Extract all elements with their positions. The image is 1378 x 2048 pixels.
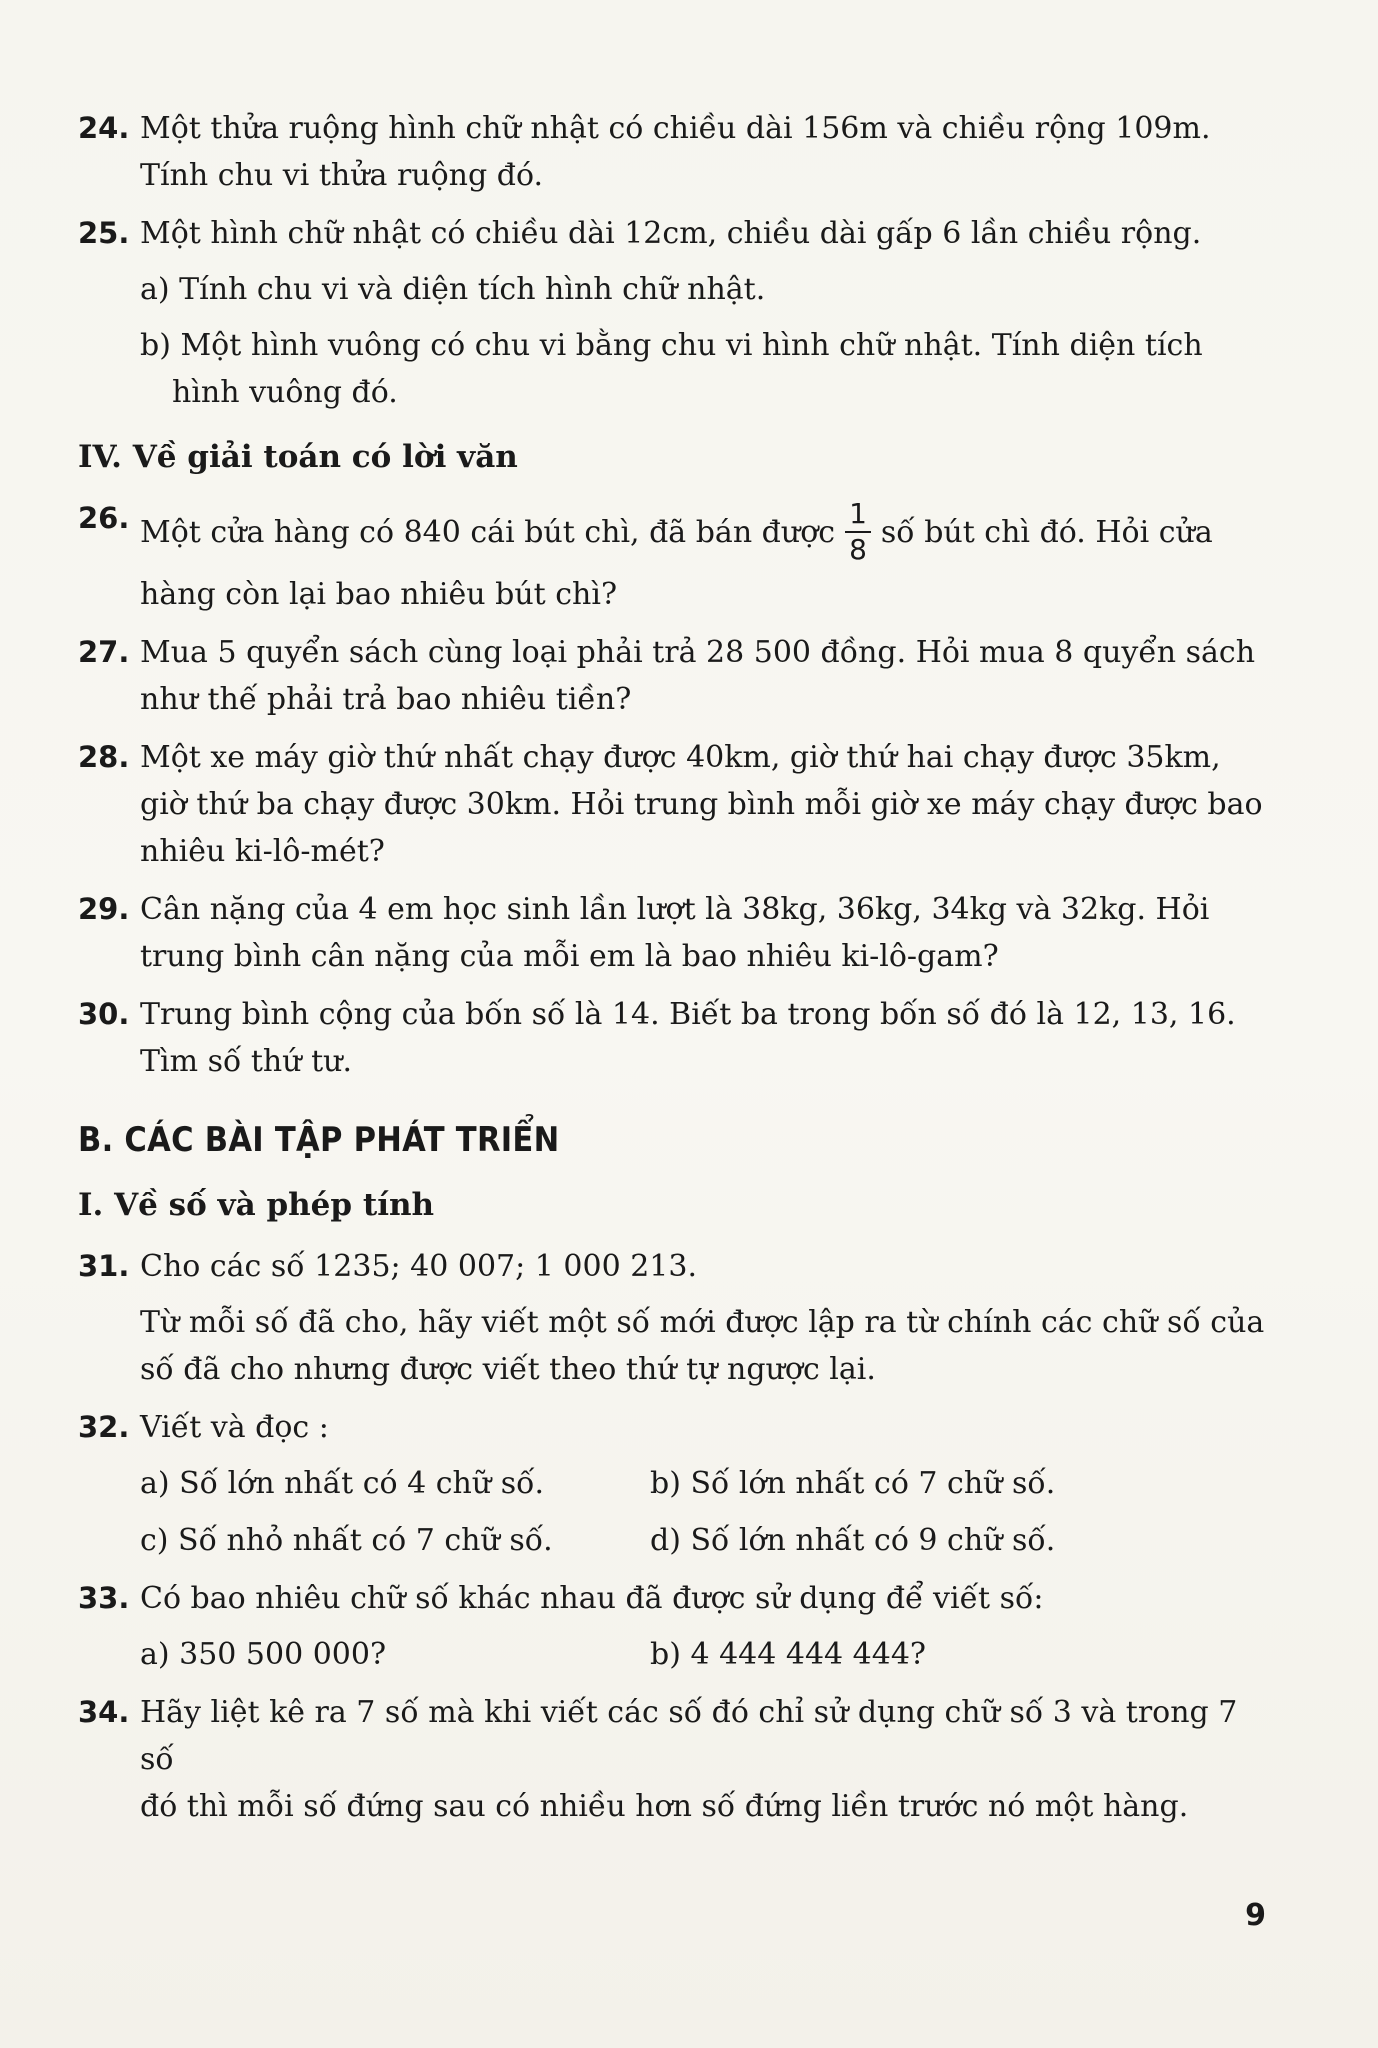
problem-text-line: Từ mỗi số đã cho, hãy viết một số mới được lập ra từ chính các chữ số của [140,1305,1265,1340]
problem-29 [78,886,1278,980]
problem-text-line: nhiêu ki-lô-mét? [140,834,385,869]
section-heading-b: B. CÁC BÀI TẬP PHÁT TRIỂN [78,1120,560,1160]
text-before-fraction: Một cửa hàng có 840 cái bút chì, đã bán được [140,515,836,550]
problem-number: 32. [78,1410,130,1444]
option-c: c) Số nhỏ nhất có 7 chữ số. [140,1523,553,1558]
problem-24 [78,105,1278,199]
problem-31 [78,1243,1278,1393]
problem-number: 29. [78,892,130,926]
problem-number: 28. [78,740,130,774]
problem-number: 27. [78,635,130,669]
problem-text-line: hàng còn lại bao nhiêu bút chì? [140,577,618,612]
problem-text-line: Trung bình cộng của bốn số là 14. Biết ba trong bốn số đó là 12, 13, 16. [140,997,1236,1032]
problem-30 [78,991,1278,1085]
problem-text-line: Mua 5 quyển sách cùng loại phải trả 28 500 đồng. Hỏi mua 8 quyển sách [140,635,1256,670]
problem-text-line: số đã cho nhưng được viết theo thứ tự ngược lại. [140,1352,876,1387]
subpart-a: a) Tính chu vi và diện tích hình chữ nhật. [140,272,766,307]
fraction [845,497,871,567]
problem-28 [78,734,1278,875]
option-b: b) Số lớn nhất có 7 chữ số. [650,1466,1056,1501]
problem-text-line: Có bao nhiêu chữ số khác nhau đã được sử dụng để viết số: [140,1581,1044,1616]
page-number: 9 [1245,1898,1266,1933]
fraction-denominator: 8 [849,533,867,566]
option-a: a) 350 500 000? [140,1637,387,1672]
problem-34 [78,1689,1278,1830]
problem-text-line: Cân nặng của 4 em học sinh lần lượt là 38kg, 36kg, 34kg và 32kg. Hỏi [140,892,1210,927]
problem-number: 26. [78,501,130,535]
subpart-b: b) Một hình vuông có chu vi bằng chu vi hình chữ nhật. Tính diện tích hình vuông đó. [140,328,1203,410]
answer-options-row [140,1631,1278,1678]
option-b: b) 4 444 444 444? [650,1637,927,1672]
problem-text-line: giờ thứ ba chạy được 30km. Hỏi trung bình mỗi giờ xe máy chạy được bao [140,787,1263,822]
problem-text-line: Tìm số thứ tư. [140,1044,353,1079]
section-heading-i: I. Về số và phép tính [78,1187,435,1223]
problem-33 [78,1575,1278,1678]
problem-25 [78,210,1278,416]
problem-number: 24. [78,111,130,145]
problem-text-line: Một thửa ruộng hình chữ nhật có chiều dài 156m và chiều rộng 109m. [140,111,1211,146]
problem-32 [78,1404,1278,1564]
problem-text-line: đó thì mỗi số đứng sau có nhiều hơn số đứng liền trước nó một hàng. [140,1789,1189,1824]
answer-options-row [140,1460,1278,1507]
option-a: a) Số lớn nhất có 4 chữ số. [140,1466,544,1501]
problem-26 [78,495,1278,618]
answer-options-row [140,1517,1278,1564]
problem-text-line: Một hình chữ nhật có chiều dài 12cm, chiều dài gấp 6 lần chiều rộng. [140,216,1202,251]
problem-text-line: Hãy liệt kê ra 7 số mà khi viết các số đó chỉ sử dụng chữ số 3 và trong 7 số [140,1695,1238,1777]
fraction-numerator: 1 [845,497,871,533]
problem-number: 25. [78,216,130,250]
problem-number: 33. [78,1581,130,1615]
problem-text-line [140,495,1278,571]
problem-number: 30. [78,997,130,1031]
option-d: d) Số lớn nhất có 9 chữ số. [650,1523,1056,1558]
problem-text-line: Tính chu vi thửa ruộng đó. [140,158,544,193]
text-after-fraction: số bút chì đó. Hỏi cửa [880,515,1213,550]
problem-text-line: Viết và đọc : [140,1410,329,1445]
section-heading-iv: IV. Về giải toán có lời văn [78,439,518,475]
problem-27 [78,629,1278,723]
problem-text-line: như thế phải trả bao nhiêu tiền? [140,682,632,717]
problem-text-line: Cho các số 1235; 40 007; 1 000 213. [140,1249,698,1284]
problem-number: 31. [78,1249,130,1283]
problem-number: 34. [78,1695,130,1729]
page-content [78,105,1278,1841]
problem-text-line: trung bình cân nặng của mỗi em là bao nhiêu ki-lô-gam? [140,939,999,974]
problem-text-line: Một xe máy giờ thứ nhất chạy được 40km, giờ thứ hai chạy được 35km, [140,740,1221,775]
